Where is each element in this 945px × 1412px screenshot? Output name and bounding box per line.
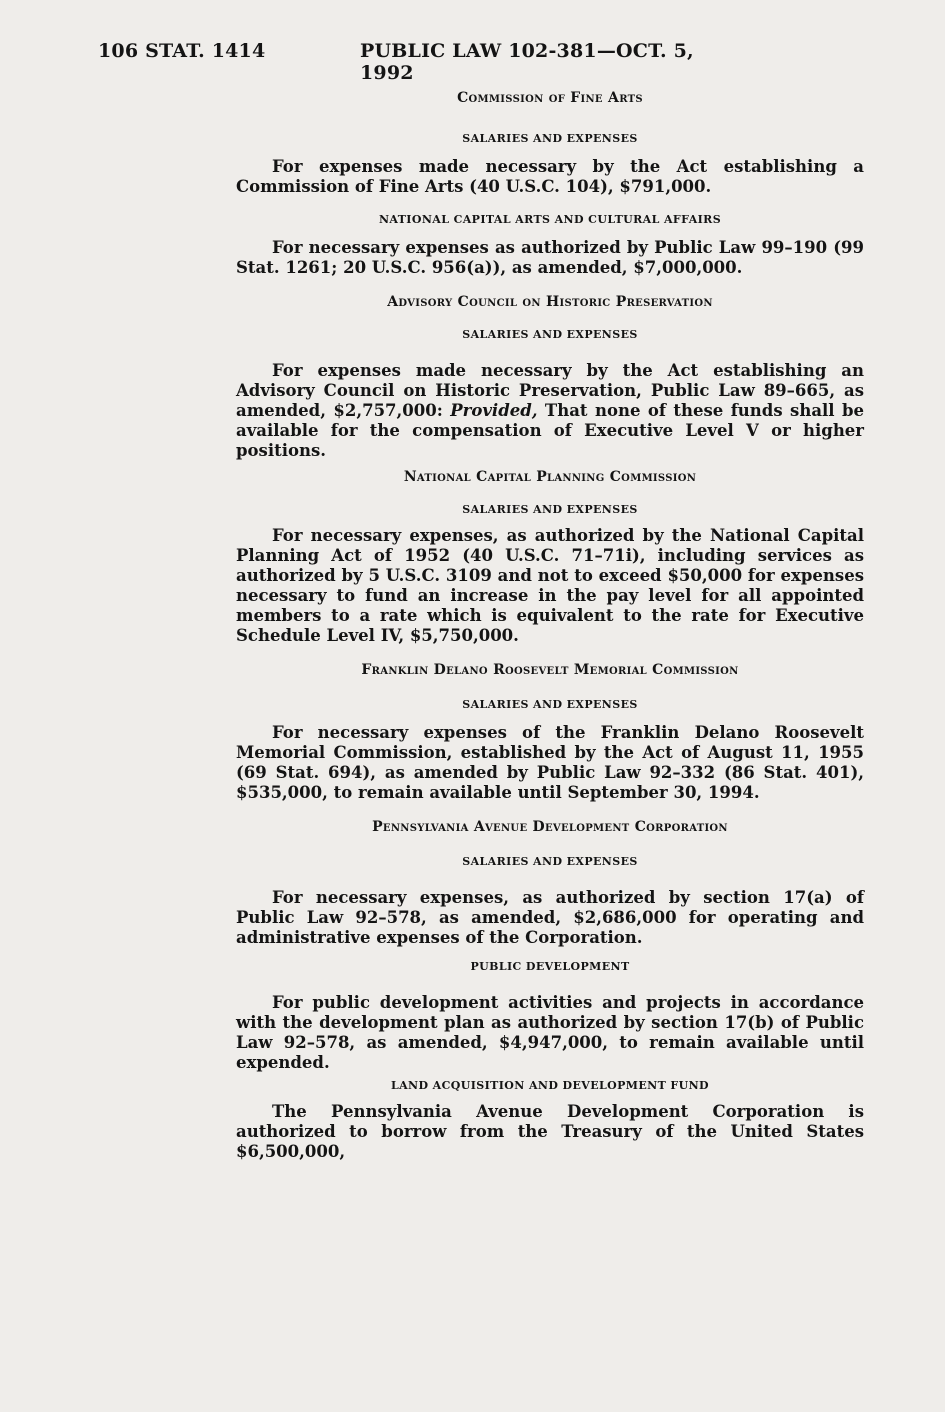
paragraph-land-acquisition-fund: The Pennsylvania Avenue Development Corporation is authorized to borrow from the Treasury of the United States $6,500,000,: [236, 1102, 864, 1161]
provided-clause: Provided,: [450, 401, 538, 420]
agency-heading-planning-commission: National Capital Planning Commission: [403, 469, 697, 485]
advisory-council-text-part-1: For expenses made necessary by the Act establishing an Advisory Council on Historic Preservation, Public Law 89–665, as amended, $2,757,000:: [236, 361, 864, 420]
paragraph-fdr-memorial: For necessary expenses of the Franklin Delano Roosevelt Memorial Commission, established by the Act of August 11, 1955 (69 Stat. 694), as amended by Public Law 92–332 (86 Stat. 401), $535,000, to remain available until September 30, 1994.: [236, 723, 864, 802]
paragraph-advisory-council: [236, 361, 864, 461]
paragraph-national-capital-arts: For necessary expenses as authorized by Public Law 99–190 (99 Stat. 1261; 20 U.S.C. 956(a)), as amended, $7,000,000.: [236, 238, 864, 277]
subheading-national-capital-arts: NATIONAL CAPITAL ARTS AND CULTURAL AFFAIRS: [378, 213, 722, 226]
public-law-title: PUBLIC LAW 102-381—OCT. 5, 1992: [360, 40, 694, 84]
advisory-council-text-part-2: That none of these funds shall be available for the compensation of Executive Level V or higher positions.: [236, 401, 865, 460]
statute-page-reference: 106 STAT. 1414: [98, 40, 266, 62]
subheading-public-development: PUBLIC DEVELOPMENT: [470, 960, 630, 973]
paragraph-fine-arts: For expenses made necessary by the Act establishing a Commission of Fine Arts (40 U.S.C. 104), $791,000.: [236, 157, 864, 196]
subheading-pennsylvania-avenue-salaries: SALARIES AND EXPENSES: [462, 855, 638, 868]
subheading-advisory-council-salaries: SALARIES AND EXPENSES: [462, 328, 638, 341]
agency-heading-pennsylvania-avenue: Pennsylvania Avenue Development Corporation: [372, 819, 728, 835]
agency-heading-fine-arts: Commission of Fine Arts: [457, 90, 643, 106]
paragraph-public-development: For public development activities and projects in accordance with the development plan as authorized by section 17(b) of Public Law 92–578, as amended, $4,947,000, to remain available until expended.: [236, 993, 864, 1072]
subheading-fdr-memorial-salaries: SALARIES AND EXPENSES: [462, 698, 638, 711]
paragraph-planning-commission: For necessary expenses, as authorized by the National Capital Planning Act of 1952 (40 U.S.C. 71–71i), including services as authorized by 5 U.S.C. 3109 and not to exceed $50,000 for expenses necessary to fund an increase in the pay level for all appointed members to a rate which is equivalent to the rate for Executive Schedule Level IV, $5,750,000.: [236, 526, 864, 645]
agency-heading-fdr-memorial: Franklin Delano Roosevelt Memorial Commission: [361, 662, 739, 678]
subheading-fine-arts-salaries: SALARIES AND EXPENSES: [462, 132, 638, 145]
subheading-land-acquisition-fund: LAND ACQUISITION AND DEVELOPMENT FUND: [390, 1079, 709, 1092]
subheading-planning-commission-salaries: SALARIES AND EXPENSES: [462, 503, 638, 516]
agency-heading-advisory-council: Advisory Council on Historic Preservation: [387, 294, 713, 310]
paragraph-pennsylvania-avenue-salaries: For necessary expenses, as authorized by section 17(a) of Public Law 92–578, as amended, $2,686,000 for operating and administrative expenses of the Corporation.: [236, 888, 864, 947]
running-head: [98, 40, 748, 84]
document-body: [236, 90, 864, 1162]
